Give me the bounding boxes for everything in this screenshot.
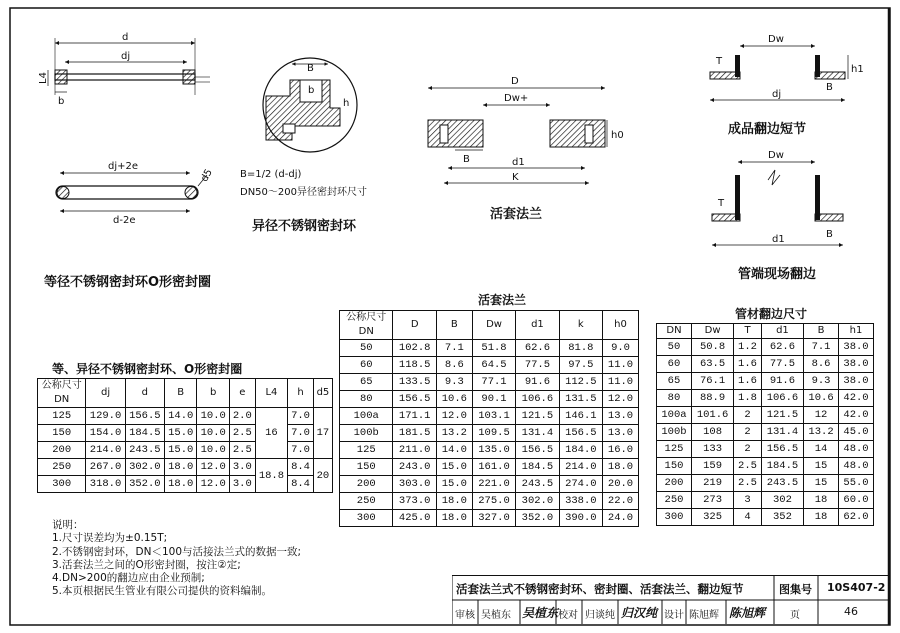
table-cell: 60 <box>657 356 692 373</box>
table-cell: 3.0 <box>229 476 255 493</box>
svg-text:B=1/2 (d-dj): B=1/2 (d-dj) <box>240 169 302 180</box>
table-row <box>657 441 874 458</box>
table-cell: 9.0 <box>603 340 639 357</box>
table-cell: 273 <box>691 492 733 509</box>
table-cell: 103.1 <box>472 408 515 425</box>
atlas-number: 10S407-2 <box>827 581 886 594</box>
svg-text:d-2e: d-2e <box>113 215 136 226</box>
table-cell: 214.0 <box>559 459 602 476</box>
svg-text:b: b <box>58 96 65 107</box>
table-cell: 18.0 <box>603 459 639 476</box>
table-cell-d5: 17 <box>313 408 332 459</box>
table-cell: 156.5 <box>761 441 803 458</box>
table-cell: 80 <box>340 391 393 408</box>
caption-reducing-ring: 异径不锈钢密封环 <box>252 219 357 234</box>
table-cell: 131.5 <box>559 391 602 408</box>
svg-text:Dw: Dw <box>768 34 784 45</box>
svg-text:T: T <box>718 198 725 209</box>
table-cell: 131.4 <box>516 425 559 442</box>
table-row <box>657 458 874 475</box>
table-cell: 200 <box>340 476 393 493</box>
table-cell: 7.1 <box>436 340 472 357</box>
table-cell: 91.6 <box>761 373 803 390</box>
table-cell: 42.0 <box>839 390 874 407</box>
table-cell: 200 <box>657 475 692 492</box>
table-cell: 88.9 <box>691 390 733 407</box>
table-cell-l4: 16 <box>255 408 288 459</box>
table-row <box>657 509 874 526</box>
table-cell: 10.0 <box>197 442 230 459</box>
table-cell: 211.0 <box>393 442 436 459</box>
table-cell: 2.5 <box>229 442 255 459</box>
table-row <box>657 424 874 441</box>
table-cell: 2 <box>734 407 762 424</box>
table-cell: 156.5 <box>559 425 602 442</box>
table-cell: 243.5 <box>761 475 803 492</box>
table-cell: 184.5 <box>125 425 164 442</box>
table-row <box>657 339 874 356</box>
table-cell: 15 <box>804 475 839 492</box>
table-cell: 112.5 <box>559 374 602 391</box>
table-cell: 390.0 <box>559 510 602 527</box>
loose-flange-table <box>339 310 639 527</box>
table-cell: 77.5 <box>761 356 803 373</box>
table-cell: 97.5 <box>559 357 602 374</box>
svg-text:B: B <box>307 63 314 74</box>
column-header: h <box>288 379 314 408</box>
table-cell: 2.5 <box>734 458 762 475</box>
table-cell: 125 <box>340 442 393 459</box>
table-cell: 22.0 <box>603 493 639 510</box>
page-label: 页 <box>790 610 800 621</box>
table-cell: 159 <box>691 458 733 475</box>
column-header: 公称尺寸 DN <box>38 379 86 408</box>
table-cell: 2.0 <box>229 408 255 425</box>
table-cell: 9.3 <box>804 373 839 390</box>
column-header: e <box>229 379 255 408</box>
table-cell: 302.0 <box>125 459 164 476</box>
table-cell: 2.5 <box>734 475 762 492</box>
table-cell: 102.8 <box>393 340 436 357</box>
table-cell: 15.0 <box>436 459 472 476</box>
table-row <box>657 356 874 373</box>
table-cell: 300 <box>657 509 692 526</box>
table-cell: 65 <box>340 374 393 391</box>
table-cell: 24.0 <box>603 510 639 527</box>
table1-title: 等、异径不锈钢密封环、O形密封圈 <box>52 362 243 376</box>
table-cell: 60.0 <box>839 492 874 509</box>
table-cell: 42.0 <box>839 407 874 424</box>
table-cell: 91.6 <box>516 374 559 391</box>
table-cell: 12.0 <box>197 476 230 493</box>
svg-text:Dw: Dw <box>768 150 784 161</box>
table-cell: 50 <box>340 340 393 357</box>
table-cell: 55.0 <box>839 475 874 492</box>
svg-text:h: h <box>343 98 350 109</box>
table-cell: 50.8 <box>691 339 733 356</box>
table-cell: 352.0 <box>516 510 559 527</box>
column-header: 公称尺寸 DN <box>340 311 393 340</box>
table-row <box>38 476 333 493</box>
table-cell: 325 <box>691 509 733 526</box>
table-cell: 10.0 <box>197 425 230 442</box>
column-header: B <box>804 324 839 339</box>
designer-name: 陈旭辉 <box>689 610 719 621</box>
note-item: 1.尺寸误差均为±0.15T; <box>52 532 168 545</box>
table-cell: 243.5 <box>125 442 164 459</box>
column-header: B <box>436 311 472 340</box>
table-cell-l4: 18.8 <box>255 459 288 493</box>
svg-text:b: b <box>308 85 315 96</box>
table-row <box>340 510 639 527</box>
check-label: 校对 <box>558 610 578 621</box>
table-cell: 250 <box>38 459 86 476</box>
table-cell: 18.0 <box>164 476 197 493</box>
table-cell: 7.0 <box>288 408 314 425</box>
table-cell: 156.5 <box>393 391 436 408</box>
table-cell: 51.8 <box>472 340 515 357</box>
table-cell: 15.0 <box>164 442 197 459</box>
table-cell: 214.0 <box>86 442 125 459</box>
table-cell: 184.5 <box>516 459 559 476</box>
table-cell: 106.6 <box>516 391 559 408</box>
table-cell: 38.0 <box>839 356 874 373</box>
table-cell: 62.6 <box>516 340 559 357</box>
table-cell: 125 <box>38 408 86 425</box>
table-cell: 373.0 <box>393 493 436 510</box>
table-cell: 11.0 <box>603 357 639 374</box>
column-header: b <box>197 379 230 408</box>
table-cell: 13.0 <box>603 408 639 425</box>
table-cell: 77.1 <box>472 374 515 391</box>
table-cell: 2.5 <box>229 425 255 442</box>
table-cell: 13.0 <box>603 425 639 442</box>
table-cell: 121.5 <box>761 407 803 424</box>
table-cell: 18.0 <box>164 459 197 476</box>
table-cell: 121.5 <box>516 408 559 425</box>
table-cell: 243.0 <box>393 459 436 476</box>
table-cell: 200 <box>38 442 86 459</box>
reviewer-signature: 吴植东 <box>522 606 559 620</box>
svg-text:d5: d5 <box>199 167 215 184</box>
table-row <box>38 408 333 425</box>
table-cell: 181.5 <box>393 425 436 442</box>
column-header: k <box>559 311 602 340</box>
table-cell: 133.5 <box>393 374 436 391</box>
table-cell: 12.0 <box>603 391 639 408</box>
table-cell: 100b <box>340 425 393 442</box>
column-header: D <box>393 311 436 340</box>
page-number: 46 <box>844 605 858 618</box>
note-item: 2.不锈钢密封环，DN＜100与活接法兰式的数据一致; <box>52 545 302 558</box>
table-cell: 80 <box>657 390 692 407</box>
table-cell: 7.0 <box>288 425 314 442</box>
table-cell: 7.0 <box>288 442 314 459</box>
svg-text:Dw+: Dw+ <box>504 93 529 104</box>
table-cell: 11.0 <box>603 374 639 391</box>
column-header: Dw <box>472 311 515 340</box>
table-cell: 64.5 <box>472 357 515 374</box>
svg-text:d: d <box>122 32 129 43</box>
svg-text:B: B <box>826 82 833 93</box>
table-cell: 60 <box>340 357 393 374</box>
table-cell: 12.0 <box>436 408 472 425</box>
table-cell: 65 <box>657 373 692 390</box>
checker-name: 归谈纯 <box>585 610 615 621</box>
table-cell: 10.6 <box>436 391 472 408</box>
table-cell: 8.4 <box>288 459 314 476</box>
table-cell: 219 <box>691 475 733 492</box>
table-cell: 221.0 <box>472 476 515 493</box>
table-cell: 243.5 <box>516 476 559 493</box>
atlas-label: 图集号 <box>779 583 812 596</box>
table3-title: 管材翻边尺寸 <box>735 307 808 321</box>
table-cell: 4 <box>734 509 762 526</box>
table-cell: 275.0 <box>472 493 515 510</box>
svg-text:DN50～200异径密封环尺寸: DN50～200异径密封环尺寸 <box>240 187 367 198</box>
table-cell: 3 <box>734 492 762 509</box>
column-header: DN <box>657 324 692 339</box>
svg-text:h0: h0 <box>611 130 624 141</box>
table-cell: 13.2 <box>436 425 472 442</box>
reviewer-name: 吴植东 <box>481 610 511 621</box>
table2-title: 活套法兰 <box>478 293 527 307</box>
table-cell: 100a <box>340 408 393 425</box>
caption-loose-flange: 活套法兰 <box>490 207 543 222</box>
table-cell: 1.8 <box>734 390 762 407</box>
svg-text:h1: h1 <box>851 64 864 75</box>
table-cell: 327.0 <box>472 510 515 527</box>
table-cell: 1.6 <box>734 373 762 390</box>
table-row <box>38 442 333 459</box>
column-header: d5 <box>313 379 332 408</box>
table-cell: 14 <box>804 441 839 458</box>
table-cell: 106.6 <box>761 390 803 407</box>
table-cell: 12.0 <box>197 459 230 476</box>
table-cell: 48.0 <box>839 458 874 475</box>
svg-text:K: K <box>512 172 519 183</box>
table-row <box>657 390 874 407</box>
column-header: d1 <box>516 311 559 340</box>
table-cell: 14.0 <box>164 408 197 425</box>
column-header: d1 <box>761 324 803 339</box>
table-cell: 18 <box>804 509 839 526</box>
checker-signature: 归汉纯 <box>621 606 658 620</box>
table-cell: 38.0 <box>839 373 874 390</box>
table-row <box>340 442 639 459</box>
seal-ring-table <box>37 378 333 493</box>
table-cell: 8.6 <box>804 356 839 373</box>
table-cell: 100a <box>657 407 692 424</box>
note-item: 3.活套法兰之间的O形密封圈，按注②定; <box>52 558 241 571</box>
table-cell: 250 <box>340 493 393 510</box>
table-cell: 150 <box>657 458 692 475</box>
table-cell: 100b <box>657 424 692 441</box>
table-cell: 300 <box>340 510 393 527</box>
svg-text:B: B <box>826 229 833 240</box>
table-cell: 77.5 <box>516 357 559 374</box>
svg-text:dj+2e: dj+2e <box>108 161 139 172</box>
caption-stub-end: 成品翻边短节 <box>728 122 807 137</box>
table-cell: 15.0 <box>436 476 472 493</box>
column-header: d <box>125 379 164 408</box>
svg-text:dj: dj <box>772 89 782 100</box>
table-row <box>340 391 639 408</box>
table-cell: 2 <box>734 441 762 458</box>
column-header: L4 <box>255 379 288 408</box>
note-item: 4.DN>200的翻边应由企业预制; <box>52 572 205 585</box>
svg-text:dj: dj <box>121 51 131 62</box>
table-cell: 16.0 <box>603 442 639 459</box>
drawing-title: 活套法兰式不锈钢密封环、密封圈、活套法兰、翻边短节 <box>456 582 744 596</box>
table-cell: 1.6 <box>734 356 762 373</box>
caption-site-flaring: 管端现场翻边 <box>738 267 817 282</box>
caption-oring: 等径不锈钢密封环O形密封圈 <box>44 275 212 290</box>
table-cell: 274.0 <box>559 476 602 493</box>
fig-site-flaring <box>712 150 843 282</box>
table-cell: 18.0 <box>436 493 472 510</box>
svg-text:B: B <box>463 154 470 165</box>
table-cell: 109.5 <box>472 425 515 442</box>
column-header: T <box>734 324 762 339</box>
table-cell: 300 <box>38 476 86 493</box>
column-header: Dw <box>691 324 733 339</box>
table-cell: 15 <box>804 458 839 475</box>
table-row <box>340 425 639 442</box>
notes <box>52 519 301 599</box>
table-cell: 156.5 <box>125 408 164 425</box>
table-cell: 184.0 <box>559 442 602 459</box>
table-cell: 146.1 <box>559 408 602 425</box>
pipe-flaring-table <box>656 323 874 526</box>
table-cell: 10.0 <box>197 408 230 425</box>
svg-text:L4: L4 <box>38 72 49 84</box>
table-cell: 18.0 <box>436 510 472 527</box>
table-cell: 150 <box>340 459 393 476</box>
table-row <box>657 373 874 390</box>
design-label: 设计 <box>664 610 684 621</box>
table-cell: 352.0 <box>125 476 164 493</box>
table-cell: 45.0 <box>839 424 874 441</box>
column-header: h0 <box>603 311 639 340</box>
table-row <box>340 374 639 391</box>
table-cell: 8.4 <box>288 476 314 493</box>
table-cell: 267.0 <box>86 459 125 476</box>
table-cell: 63.5 <box>691 356 733 373</box>
table-cell: 81.8 <box>559 340 602 357</box>
fig-ring-side <box>38 32 210 107</box>
table-cell: 171.1 <box>393 408 436 425</box>
table-cell: 20.0 <box>603 476 639 493</box>
table-cell: 352 <box>761 509 803 526</box>
table-cell: 15.0 <box>164 425 197 442</box>
table-row <box>38 459 333 476</box>
table-cell: 101.6 <box>691 407 733 424</box>
table-cell: 62.0 <box>839 509 874 526</box>
note-item: 5.本页根据民生管业有限公司提供的资料编制。 <box>52 585 273 598</box>
table-cell: 8.6 <box>436 357 472 374</box>
svg-text:d1: d1 <box>772 234 785 245</box>
table-cell: 133 <box>691 441 733 458</box>
table-cell: 303.0 <box>393 476 436 493</box>
table-row <box>657 475 874 492</box>
table-cell: 338.0 <box>559 493 602 510</box>
table-cell: 302 <box>761 492 803 509</box>
table-cell: 125 <box>657 441 692 458</box>
table-cell: 150 <box>38 425 86 442</box>
table-cell: 18 <box>804 492 839 509</box>
table-cell: 318.0 <box>86 476 125 493</box>
table-row <box>340 476 639 493</box>
table-cell: 302.0 <box>516 493 559 510</box>
table-cell: 250 <box>657 492 692 509</box>
fig-reducing-ring <box>240 58 367 234</box>
table-cell: 38.0 <box>839 339 874 356</box>
table-cell: 10.6 <box>804 390 839 407</box>
table-cell: 76.1 <box>691 373 733 390</box>
svg-text:D: D <box>511 76 519 87</box>
column-header: B <box>164 379 197 408</box>
table-cell: 156.5 <box>516 442 559 459</box>
title-block <box>452 575 889 624</box>
table-cell-d5: 20 <box>313 459 332 493</box>
table-cell: 135.0 <box>472 442 515 459</box>
table-cell: 118.5 <box>393 357 436 374</box>
review-label: 审核 <box>455 610 475 621</box>
column-header: h1 <box>839 324 874 339</box>
notes-heading: 说明： <box>52 519 84 531</box>
fig-loose-flange <box>428 76 624 222</box>
table-cell: 12 <box>804 407 839 424</box>
table-row <box>340 493 639 510</box>
table-row <box>340 459 639 476</box>
table-row <box>340 357 639 374</box>
table-cell: 131.4 <box>761 424 803 441</box>
svg-text:T: T <box>716 56 723 67</box>
table-cell: 154.0 <box>86 425 125 442</box>
table-cell: 50 <box>657 339 692 356</box>
table-cell: 161.0 <box>472 459 515 476</box>
table-row <box>657 492 874 509</box>
table-row <box>340 340 639 357</box>
table-cell: 7.1 <box>804 339 839 356</box>
table-cell: 62.6 <box>761 339 803 356</box>
table-row <box>340 408 639 425</box>
table-cell: 9.3 <box>436 374 472 391</box>
column-header: dj <box>86 379 125 408</box>
table-cell: 14.0 <box>436 442 472 459</box>
table-cell: 425.0 <box>393 510 436 527</box>
fig-oring <box>44 161 215 290</box>
table-cell: 129.0 <box>86 408 125 425</box>
table-cell: 48.0 <box>839 441 874 458</box>
table-cell: 184.5 <box>761 458 803 475</box>
svg-text:d1: d1 <box>512 157 525 168</box>
designer-signature: 陈旭辉 <box>729 606 766 620</box>
table-cell: 2 <box>734 424 762 441</box>
table-cell: 90.1 <box>472 391 515 408</box>
fig-stub-end <box>710 34 864 137</box>
table-cell: 13.2 <box>804 424 839 441</box>
table-cell: 1.2 <box>734 339 762 356</box>
table-cell: 3.0 <box>229 459 255 476</box>
table-row <box>657 407 874 424</box>
table-row <box>38 425 333 442</box>
table-cell: 108 <box>691 424 733 441</box>
